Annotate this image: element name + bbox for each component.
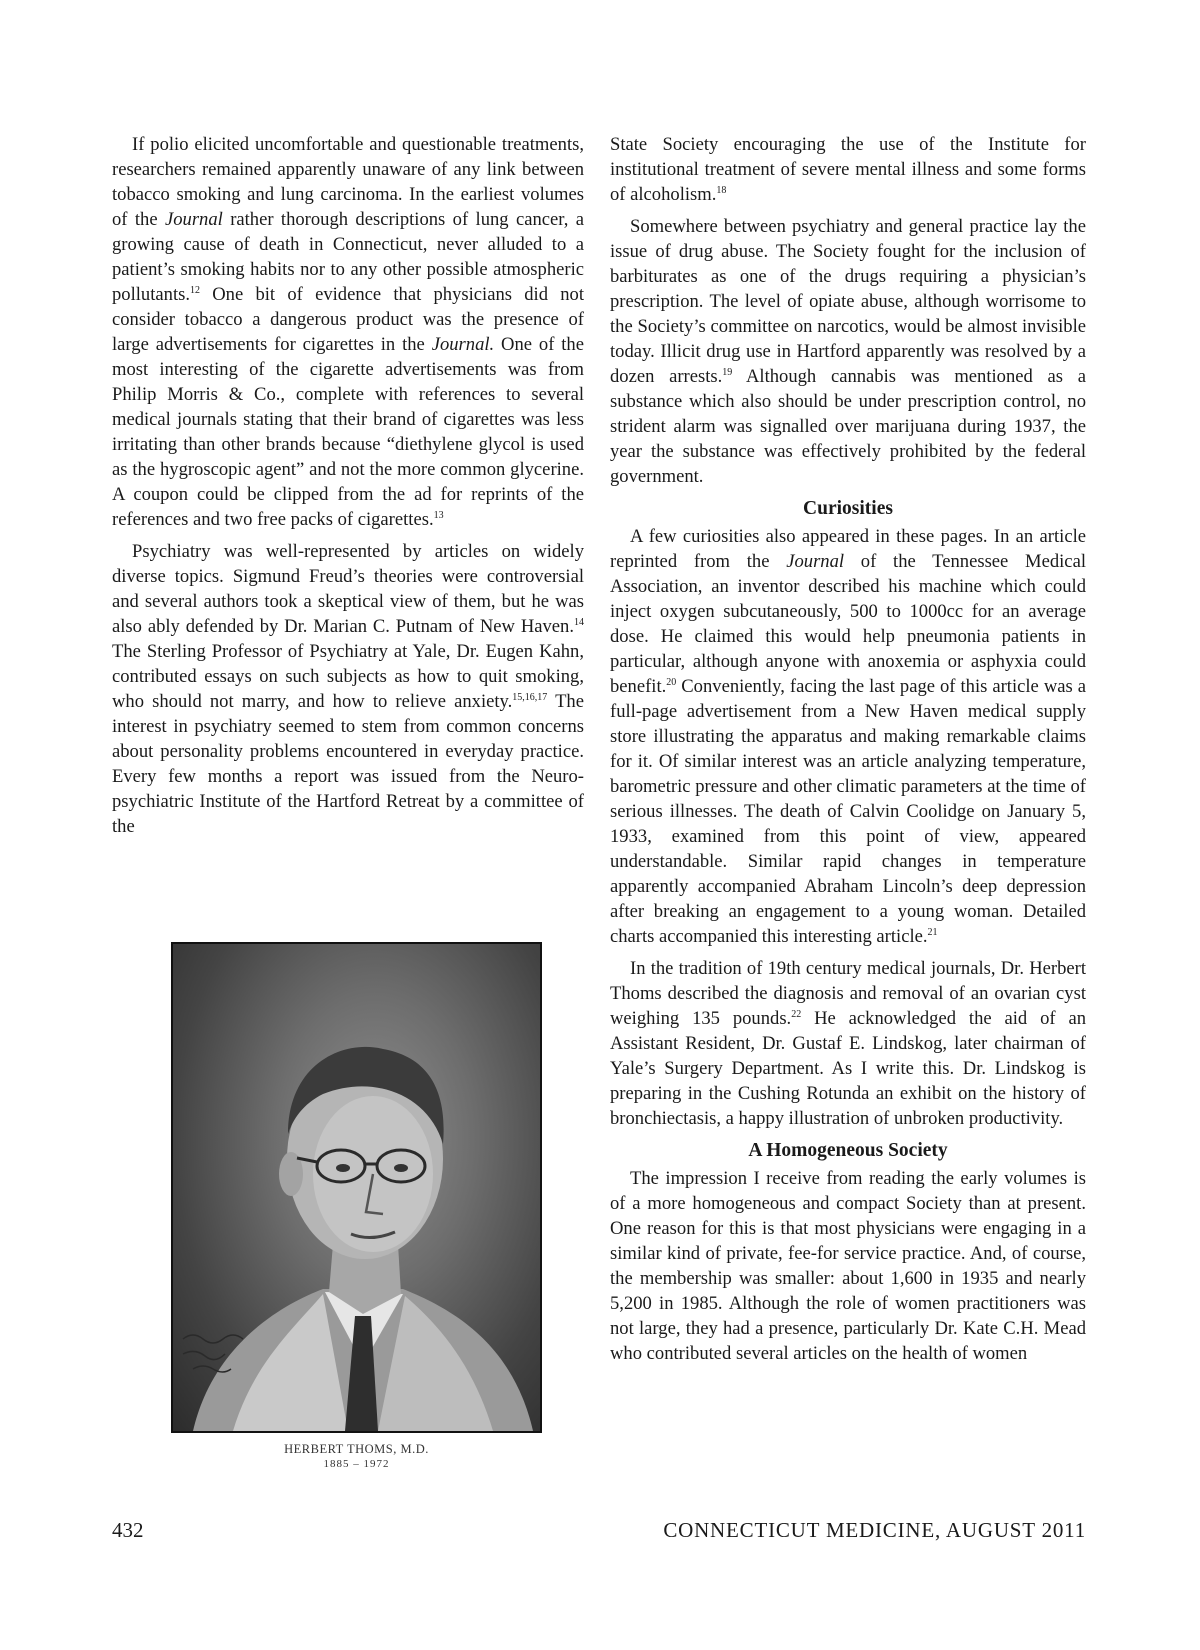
figure-caption bbox=[171, 1442, 542, 1472]
footnote-ref: 19 bbox=[722, 367, 733, 378]
paragraph-curiosities: A few curiosities also appeared in these pages. In an article reprinted from the Journal of the Tennessee Medical Association, an inventor described his machine which could inject oxygen subcutaneously, 500 to 1000cc for an average dose. He claimed this would help pneumonia patients in particular, although anyone with anoxemia or asphyxia could benefit.$^{20}$ Conveniently, facing the last page of this article was a full-page advertisement from a New Haven medical supply store illustrating the apparatus and making remarkable claims for it. Of similar interest was an article analyzing temperature, barometric pressure and other climatic parameters at the time of serious illnesses. The death of Calvin Coolidge on January 5, 1933, examined from this point of view, appeared understandable. Similar rapid changes in temperature apparently accompanied Abraham Lincoln’s deep depression after breaking an engagement to a young woman. Detailed charts accompanied this interesting article.$^{21}$ bbox=[610, 526, 1086, 947]
paragraph-tobacco: If polio elicited uncomfortable and questionable treatments, researchers remained apparently unaware of any link between tobacco smoking and lung carcinoma. In the earliest volumes of the Journal rather thorough descriptions of lung cancer, a growing cause of death in Connecticut, never alluded to a patient’s smoking habits nor to any other possible atmospheric pollutants.$^{12}$ One bit of evidence that physicians did not consider tobacco a dangerous product was the presence of large advertisements for cigarettes in the Journal. One of the most interesting of the cigarette advertisements was from Philip Morris & Co., complete with references to several medical journals stating that their brand of cigarettes was less irritating than other brands because “diethylene glycol is used as the hygroscopic agent” and not the more common glycerine. A coupon could be clipped from the ad for reprints of the references and two free packs of cigarettes.$^{13}$ bbox=[112, 134, 584, 530]
caption-years: 1885 – 1972 bbox=[323, 1458, 390, 1470]
footnote-ref: 18 bbox=[716, 185, 727, 196]
left-column bbox=[112, 132, 584, 846]
footnote-ref: 21 bbox=[927, 927, 938, 938]
section-heading-curiosities: Curiosities bbox=[803, 498, 893, 519]
paragraph-state-society: State Society encouraging the use of the Institute for institutional treatment of severe mental illness and some forms of alcoholism.$^{18}$ bbox=[610, 134, 1086, 205]
section-heading-homogeneous-society: A Homogeneous Society bbox=[748, 1140, 948, 1161]
paragraph-psychiatry: Psychiatry was well-represented by articles on widely diverse topics. Sigmund Freud’s theories were controversial and several authors took a skeptical view of them, but he was also ably defended by Dr. Marian C. Putnam of New Haven.$^{14}$ The Sterling Professor of Psychiatry at Yale, Dr. Eugen Kahn, contributed essays on such subjects as how to quit smoking, who should not marry, and how to relieve anxiety.$^{15,16,17}$ The interest in psychiatry seemed to stem from common concerns about personality problems encountered in everyday practice. Every few months a report was issued from the Neuro-psychiatric Institute of the Hartford Retreat by a committee of the bbox=[112, 541, 584, 837]
page-number: 432 bbox=[112, 1518, 144, 1542]
footnote-ref: 15,16,17 bbox=[512, 692, 548, 703]
paragraph-homogeneous: The impression I receive from reading the early volumes is of a more homogeneous and compact Society than at present. One reason for this is that most physicians were engaging in a similar kind of private, fee-for service practice. And, of course, the membership was smaller: about 1,600 in 1935 and nearly 5,200 in 1985. Although the role of women practitioners was not large, they had a presence, particularly Dr. Kate C.H. Mead who contributed several articles on the health of women bbox=[610, 1168, 1086, 1364]
footnote-ref: 13 bbox=[433, 510, 444, 521]
footnote-ref: 12 bbox=[190, 285, 200, 296]
caption-name: HERBERT THOMS, M.D. bbox=[284, 1442, 429, 1456]
portrait-image bbox=[171, 942, 542, 1433]
footnote-ref: 14 bbox=[574, 617, 584, 628]
paragraph-drug-abuse: Somewhere between psychiatry and general practice lay the issue of drug abuse. The Society fought for the inclusion of barbiturates as one of the drugs requiring a physician’s prescription. The level of opiate abuse, although worrisome to the Society’s committee on narcotics, would be almost invisible today. Illicit drug use in Hartford apparently was resolved by a dozen arrests.$^{19}$ Although cannabis was mentioned as a substance which also should be under prescription control, no strident alarm was signalled over marijuana during 1937, the year the substance was effectively prohibited by the federal government. bbox=[610, 216, 1086, 487]
right-column bbox=[610, 132, 1086, 1373]
footnote-ref: 22 bbox=[791, 1009, 802, 1020]
footnote-ref: 20 bbox=[666, 677, 677, 688]
journal-footer: CONNECTICUT MEDICINE, AUGUST 2011 bbox=[663, 1518, 1086, 1542]
paragraph-ovarian-cyst: In the tradition of 19th century medical journals, Dr. Herbert Thoms described the diagnosis and removal of an ovarian cyst weighing 135 pounds.$^{22}$ He acknowledged the aid of an Assistant Resident, Dr. Gustaf E. Lindskog, later chairman of Yale’s Surgery Department. As I write this. Dr. Lindskog is preparing in the Cushing Rotunda an exhibit on the history of bronchiectasis, a happy illustration of unbroken productivity. bbox=[610, 958, 1086, 1129]
